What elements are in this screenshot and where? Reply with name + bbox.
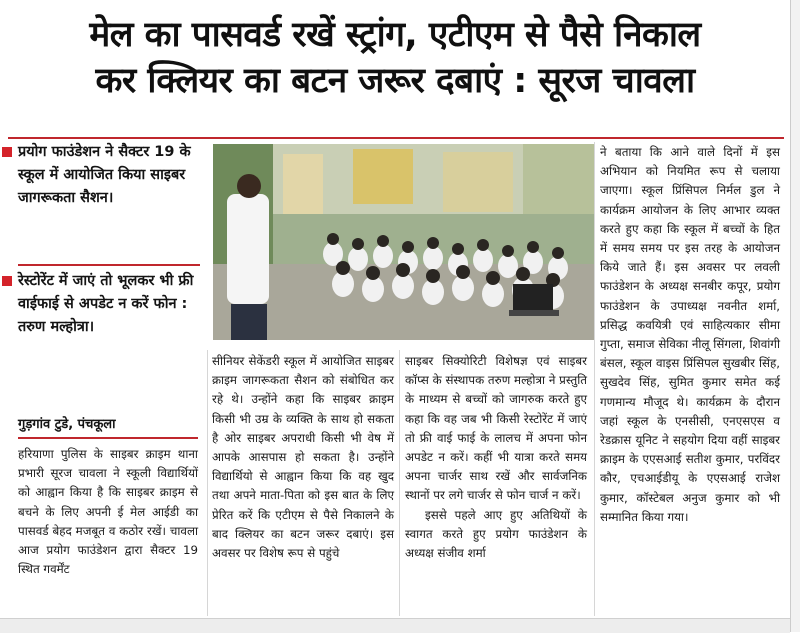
article-column-2 bbox=[212, 352, 394, 563]
highlight-1 bbox=[18, 141, 198, 210]
viewer-bottom-edge bbox=[0, 618, 790, 633]
highlight-1-text: प्रयोग फाउंडेशन ने सैक्टर 19 के स्कूल में आयोजित किया साइबर जागरूकता सैशन। bbox=[18, 144, 191, 206]
top-strip bbox=[0, 0, 790, 8]
highlight-2-text: रेस्टोरेंट में जाएं तो भूलकर भी फ्री वाईफाई से अपडेट न करें फोन : तरुण मल्होत्रा। bbox=[18, 273, 194, 335]
article-column-1 bbox=[18, 445, 198, 579]
highlight-2 bbox=[18, 270, 198, 339]
column-4-text: ने बताया कि आने वाले दिनों में इस अभियान को नियमित रूप से चलाया जाएगा। स्कूल प्रिंसिपल निर्मल डुल ने कार्यक्रम आयोजन के लिए आभार व्यक्त करते हुए कहा कि स्कूल में बच्चों के हित में समय समय पर इस तरह के आयोजन किये जाते हैं। इस अवसर पर लवली फाउंडेशन के अध्यक्ष सनबीर कपूर, प्रयोग फाउंडेशन के उपाध्यक्ष नवनीत शर्मा, प्रसिद्ध कवयित्री एवं साहित्यकार सीमा गुप्ता, समाज सेविका नीलू सिंगला, शिवांगी बंसल, स्कूल वाइस प्रिंसिपल सुखबीर सिंह, सुखदेव सिंह, सुमित कुमार समेत कई गणमान्य मौजूद थे। कार्यक्रम के दौरान जहां स्कूल के एनसीसी, एनएसएस व रेडक्रास यूनिट ने सहयोग दिया वहीं साइबर क्राइम के एएसआई सतीश कुमार, परविंदर कौर, एचआईडीयू के एएसआई राजेश कुमार, कॉस्टेबल अनुज कुमार को भी सम्मानित किया गया। bbox=[600, 145, 780, 524]
headline bbox=[10, 12, 780, 104]
bullet-icon bbox=[2, 276, 12, 286]
headline-line-1: मेल का पासवर्ड रखें स्ट्रांग, एटीएम से पैसे निकाल bbox=[89, 15, 701, 55]
viewer-edge bbox=[790, 0, 800, 632]
column-3-text-b: इससे पहले आए हुए अतिथियों के स्वागत करते हुए प्रयोग फाउंडेशन के अध्यक्ष संजीव शर्मा bbox=[405, 507, 587, 561]
column-2-text: सीनियर सेकेंडरी स्कूल में आयोजित साइबर क्राइम जागरूकता सैशन को संबोधित कर रहे थे। उन्होंने कहा कि साइबर क्राइम किसी भी उम्र के व्यक्ति के साथ हो सकता है ओर साइबर अपराधी किसी भी वेष में आपके आसपास हो सकता है। उन्होंने विद्यार्थियो से आह्वान किया कि वह खुद तथा अपने माता-पिता को इस बात के लिए प्रेरित करें कि एटीएम से पैसे निकालने के बाद क्लियर का बटन जरूर दबाएं। इस अवसर पर विशेष रूप से पहुंचे bbox=[212, 354, 394, 561]
highlight-divider bbox=[18, 264, 200, 266]
article-column-3 bbox=[405, 352, 587, 563]
byline: गुड़गांव टुडे, पंचकूला bbox=[18, 416, 198, 439]
column-divider bbox=[399, 350, 400, 616]
column-divider bbox=[207, 350, 208, 616]
headline-rule bbox=[8, 137, 784, 139]
column-1-text: हरियाणा पुलिस के साइबर क्राइम थाना प्रभारी सूरज चावला ने स्कूली विद्यार्थियों को आह्वान किया है कि साइबर क्राइम से बचने के लिए अपनी ई मेल आईडी का पासवर्ड बेहद मजबूत व कठोर रखें। चावला आज प्रयोग फाउंडेशन द्वारा सैक्टर 19 स्थित गवर्मेंट bbox=[18, 447, 198, 577]
event-photo-image bbox=[213, 144, 595, 340]
headline-line-2: कर क्लियर का बटन जरूर दबाएं : सूरज चावला bbox=[95, 61, 695, 101]
column-divider bbox=[594, 142, 595, 616]
bullet-icon bbox=[2, 147, 12, 157]
article-column-4 bbox=[600, 143, 780, 527]
event-photo bbox=[213, 144, 595, 340]
column-3-text-a: साइबर सिक्योरिटी विशेषज्ञ एवं साइबर कॉप्स के संस्थापक तरुण मल्होत्रा ने प्रस्तुति के माध्यम से बच्चों को जागरुक करते हुए कहा कि वह जब भी किसी रेस्टोरेंट में जाएं तो फ्री वाई फाई के लालच में अपना फोन अपडेट न करें। कहीं भी यात्रा करते समय अपना चार्जर साथ रखें और सार्वजनिक स्थानों पर लगे चार्जर से फोन चार्ज न करें। bbox=[405, 354, 587, 503]
